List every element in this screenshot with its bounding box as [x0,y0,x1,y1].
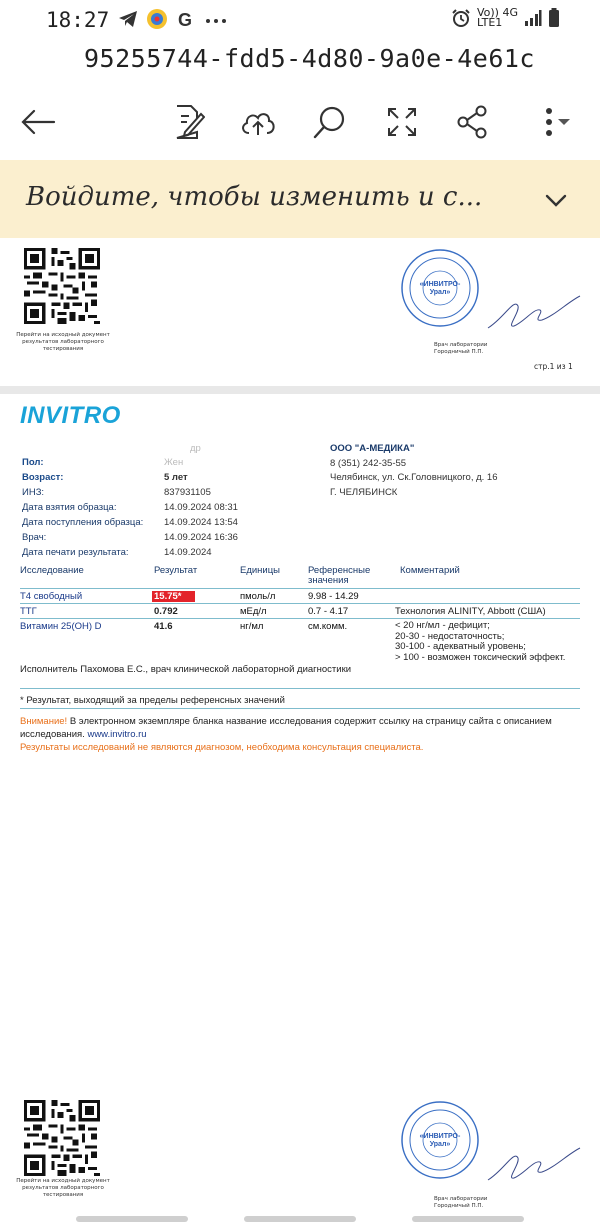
chevron-down-icon[interactable] [542,186,570,214]
table-header [20,564,580,588]
field-label: Дата печати результата: [22,547,129,558]
test-link[interactable]: ТТГ [20,606,37,617]
col-units: Единицы [240,565,281,576]
col-test: Исследование [20,565,84,576]
more-notifications-icon [204,9,228,29]
doctor-caption-name: Городничый П.П. [434,349,484,355]
battery-icon [548,8,560,28]
search-icon [312,104,348,140]
performer: Исполнитель Пахомова Е.С., врач клинической лабораторной диагностики [20,664,352,675]
telegram-icon [118,10,138,28]
signal-icon [524,9,542,27]
more-vertical-icon [542,105,556,139]
table-divider [20,603,580,604]
pdf-page-previous [0,238,600,386]
banner-text: Войдите, чтобы изменить и с... [26,182,483,212]
lab-organization [330,442,498,500]
page-separator [0,386,600,394]
table-row [20,621,580,665]
invitro-logo: INVITRO [20,402,121,429]
field-label: Возраст: [22,472,64,483]
doctor-caption-role: Врач лаборатории [434,1196,488,1202]
share-icon [455,105,489,139]
share-button[interactable] [450,100,494,144]
col-reference-line2: значения [308,575,349,586]
google-icon [176,9,196,29]
result-flagged: 15.75* [152,591,195,602]
edit-document-icon [171,104,205,140]
result-value: 41.6 [154,621,173,632]
alarm-icon [451,8,471,28]
field-value: 14.09.2024 08:31 [164,502,238,513]
qr-code-icon[interactable] [24,1100,100,1176]
footer-divider [20,708,580,709]
page-scroll-hint [412,1216,524,1222]
org-phone: 8 (351) 242-35-55 [330,457,407,469]
result-reference: 0.7 - 4.17 [308,606,349,617]
page-number: стр.1 из 1 [534,362,573,371]
field-value: 837931105 [164,487,211,498]
result-comment: Технология ALINITY, Abbott (США) [395,606,546,617]
field-value: Жен [164,457,184,468]
status-notification-icons [118,8,228,30]
field-label: Пол: [22,457,44,468]
doctor-caption [434,1196,487,1210]
field-label: Врач: [22,532,47,543]
field-label: Дата поступления образца: [22,517,144,528]
disclaimer: Результаты исследований не являются диагнозом, необходима консультация специалиста. [20,742,424,753]
fullscreen-icon [386,106,418,138]
stamp-subtext: Урал» [429,1141,451,1148]
faded-text: др [190,443,201,454]
clinic-stamp [400,248,480,328]
doctor-caption [434,342,487,356]
comment-line: 30-100 - адекватный уровень; [395,641,526,652]
cloud-upload-button[interactable] [236,100,280,144]
field-label: ИНЗ: [22,487,45,498]
result-units: пмоль/л [240,591,276,602]
footnote: * Результат, выходящий за пределы референсных значений [20,695,285,706]
footer-divider [20,688,580,689]
org-city: Г. ЧЕЛЯБИНСК [330,486,398,498]
search-button[interactable] [308,100,352,144]
more-menu-button[interactable] [530,100,584,144]
site-link[interactable]: www.invitro.ru [87,729,147,740]
org-address: Челябинск, ул. Ск.Головницкого, д. 16 [330,472,498,483]
qr-caption: Перейти на исходный документ результатов лабораторного тестирования [16,332,110,352]
result-reference: 9.98 - 14.29 [308,591,359,602]
field-value: 14.09.2024 13:54 [164,517,238,528]
page-scroll-hint [76,1216,188,1222]
table-row [20,606,580,618]
result-comment [395,621,565,663]
field-value: 14.09.2024 [164,547,212,558]
network-sublabel: LTE1 [476,16,503,29]
dropdown-arrow-icon [556,117,572,127]
comment-line: < 20 нг/мл - дефицит; [395,620,490,631]
page-scroll-hint [244,1216,356,1222]
status-system-icons [451,8,560,28]
patient-info [22,456,322,566]
back-button[interactable] [16,100,60,144]
col-reference [308,566,370,586]
stamp-text: «ИНВИТРО- [419,1133,461,1140]
back-arrow-icon [20,108,56,136]
stamp-text: «ИНВИТРО- [419,281,461,288]
attention-word: Внимание! [20,716,68,727]
doctor-signature [484,1140,584,1190]
result-reference: см.комм. [308,621,348,632]
status-bar [0,0,600,40]
test-link[interactable]: Витамин 25(OH) D [20,621,102,632]
stamp-subtext: Урал» [429,289,451,296]
org-name: ООО "А-МЕДИКА" [330,443,415,454]
attention-text: В электронном экземпляре бланка название исследования содержит ссылку на страницу сайта с описанием исследования. [20,716,552,740]
field-label: Дата взятия образца: [22,502,117,513]
document-filename: 95255744-fdd5-4d80-9a0e-4e61c [84,44,535,73]
sign-in-banner[interactable] [0,160,600,238]
col-reference-line1: Референсные [308,565,371,576]
comment-line: 20-30 - недостаточность; [395,630,505,642]
comment-line: > 100 - возможен токсический эффект. [395,651,566,663]
field-value: 14.09.2024 16:36 [164,532,238,543]
table-divider [20,588,580,589]
result-value: 0.792 [154,606,178,617]
test-link[interactable]: Т4 свободный [20,591,83,602]
svg-text:G: G [178,10,193,29]
viewer-toolbar [0,96,600,152]
cloud-upload-icon [239,107,277,137]
network-indicator [477,8,518,28]
col-result: Результат [154,565,198,576]
table-divider [20,618,580,619]
edit-button[interactable] [166,100,210,144]
col-comment: Комментарий [400,565,460,576]
result-units: нг/мл [240,621,264,632]
fullscreen-button[interactable] [380,100,424,144]
doctor-signature [484,288,584,338]
clinic-stamp [400,1100,480,1180]
field-value: 5 лет [164,472,188,483]
attention-note [20,715,590,741]
result-units: мЕд/л [240,606,267,617]
app-badge-icon [146,8,168,30]
qr-caption: Перейти на исходный документ результатов лабораторного тестирования [16,1178,110,1198]
network-label: Vo)) 4G [476,6,518,19]
pdf-page-report [0,394,600,1232]
status-time: 18:27 [46,8,110,32]
doctor-caption-name: Городничый П.П. [434,1203,484,1209]
qr-code-icon[interactable] [24,248,100,324]
table-row [20,591,580,603]
doctor-caption-role: Врач лаборатории [434,342,488,348]
